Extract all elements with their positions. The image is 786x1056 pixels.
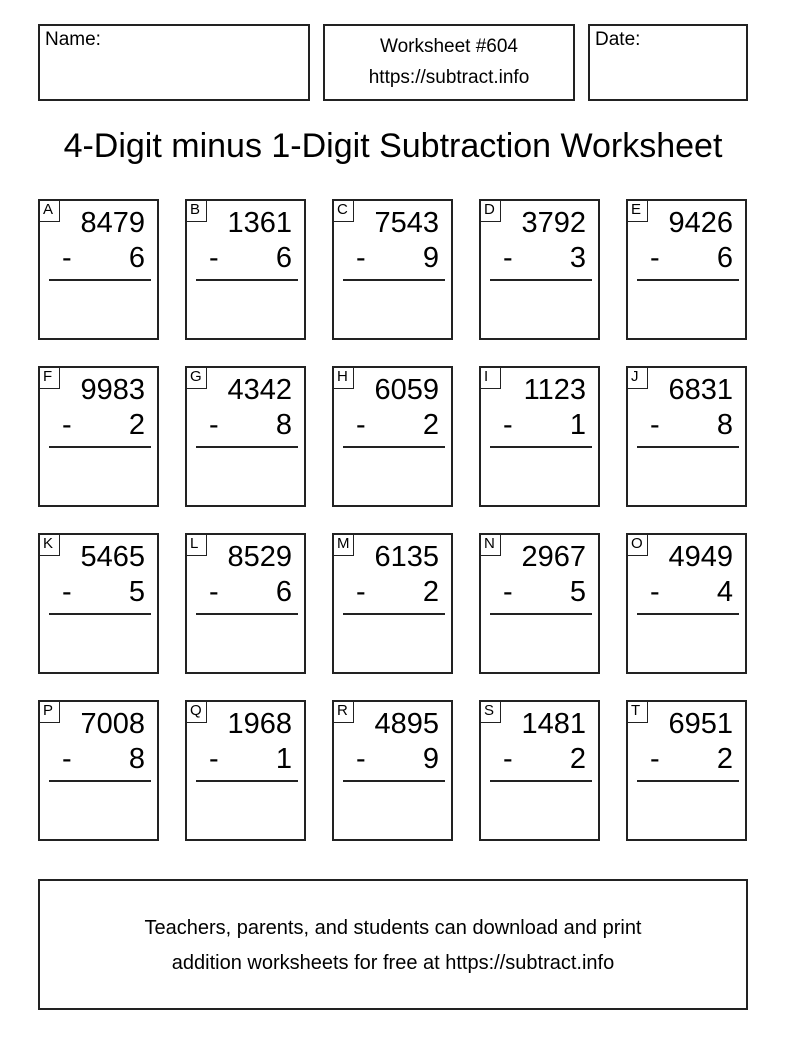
minuend: 6831 (668, 374, 733, 406)
minuend: 9426 (668, 207, 733, 239)
minuend: 3792 (521, 207, 586, 239)
problem-box[interactable] (626, 533, 747, 674)
problem-letter: O (627, 534, 648, 556)
problem-letter: H (333, 367, 354, 389)
subtrahend: 9 (422, 743, 439, 775)
subtrahend: 6 (275, 576, 292, 608)
minuend: 6135 (374, 541, 439, 573)
minuend: 4895 (374, 708, 439, 740)
answer-line (49, 279, 151, 281)
problem-letter: A (39, 200, 60, 222)
problem-letter: I (480, 367, 501, 389)
problem-letter: Q (186, 701, 207, 723)
minus-sign: - (503, 743, 513, 775)
minus-sign: - (650, 743, 660, 775)
problem-letter: R (333, 701, 354, 723)
page-title: 4-Digit minus 1-Digit Subtraction Worksheet (63, 127, 723, 165)
minuend: 5465 (80, 541, 145, 573)
minus-sign: - (209, 743, 219, 775)
problem-letter: L (186, 534, 207, 556)
footer-box (38, 879, 748, 1010)
subtrahend: 5 (569, 576, 586, 608)
minus-sign: - (62, 409, 72, 441)
subtrahend: 9 (422, 242, 439, 274)
minuend: 4342 (227, 374, 292, 406)
minus-sign: - (62, 743, 72, 775)
problem-letter: C (333, 200, 354, 222)
minus-sign: - (356, 409, 366, 441)
problem-letter: T (627, 701, 648, 723)
answer-line (343, 446, 445, 448)
minuend: 4949 (668, 541, 733, 573)
subtrahend: 8 (716, 409, 733, 441)
subtrahend: 2 (569, 743, 586, 775)
name-label: Name: (45, 29, 101, 50)
answer-line (343, 279, 445, 281)
worksheet-number: Worksheet #604 (379, 36, 518, 57)
worksheet-url: https://subtract.info (368, 67, 530, 88)
problem-box[interactable] (185, 533, 306, 674)
subtrahend: 2 (716, 743, 733, 775)
answer-line (196, 279, 298, 281)
minuend: 1361 (227, 207, 292, 239)
minus-sign: - (356, 242, 366, 274)
problem-letter: G (186, 367, 207, 389)
answer-line (196, 613, 298, 615)
minus-sign: - (62, 576, 72, 608)
minus-sign: - (209, 409, 219, 441)
problem-box[interactable] (38, 700, 159, 841)
date-label: Date: (595, 29, 641, 50)
minus-sign: - (650, 242, 660, 274)
minus-sign: - (209, 576, 219, 608)
footer-line-1: Teachers, parents, and students can download and print (144, 917, 642, 939)
answer-line (490, 279, 592, 281)
minus-sign: - (503, 576, 513, 608)
subtrahend: 1 (569, 409, 586, 441)
minuend: 7543 (374, 207, 439, 239)
name-field[interactable] (38, 24, 310, 101)
problem-box[interactable] (626, 366, 747, 507)
answer-line (49, 446, 151, 448)
problem-box[interactable] (38, 199, 159, 340)
minus-sign: - (650, 409, 660, 441)
minuend: 1481 (521, 708, 586, 740)
subtrahend: 8 (275, 409, 292, 441)
problem-letter: B (186, 200, 207, 222)
answer-line (637, 446, 739, 448)
subtrahend: 5 (128, 576, 145, 608)
minuend: 6059 (374, 374, 439, 406)
problem-box[interactable] (185, 366, 306, 507)
problem-letter: F (39, 367, 60, 389)
problem-box[interactable] (38, 366, 159, 507)
minus-sign: - (62, 242, 72, 274)
subtrahend: 8 (128, 743, 145, 775)
problem-box[interactable] (479, 533, 600, 674)
minuend: 2967 (521, 541, 586, 573)
answer-line (637, 780, 739, 782)
problem-letter: D (480, 200, 501, 222)
problem-box[interactable] (479, 700, 600, 841)
minus-sign: - (356, 576, 366, 608)
minuend: 9983 (80, 374, 145, 406)
minuend: 6951 (668, 708, 733, 740)
answer-line (196, 446, 298, 448)
subtrahend: 4 (716, 576, 733, 608)
subtrahend: 3 (569, 242, 586, 274)
problem-letter: E (627, 200, 648, 222)
minus-sign: - (209, 242, 219, 274)
subtrahend: 2 (422, 409, 439, 441)
subtrahend: 2 (422, 576, 439, 608)
worksheet-info-box (323, 24, 575, 101)
footer-line-2: addition worksheets for free at https://subtract.info (171, 952, 615, 974)
answer-line (490, 446, 592, 448)
problem-box[interactable] (185, 199, 306, 340)
answer-line (637, 279, 739, 281)
problem-box[interactable] (626, 700, 747, 841)
problem-box[interactable] (479, 366, 600, 507)
subtrahend: 6 (128, 242, 145, 274)
subtrahend: 2 (128, 409, 145, 441)
problem-box[interactable] (185, 700, 306, 841)
answer-line (343, 613, 445, 615)
date-field[interactable] (588, 24, 748, 101)
problem-letter: M (333, 534, 354, 556)
minuend: 7008 (80, 708, 145, 740)
subtrahend: 1 (275, 743, 292, 775)
answer-line (196, 780, 298, 782)
minus-sign: - (503, 409, 513, 441)
answer-line (490, 780, 592, 782)
minuend: 1123 (523, 374, 586, 406)
problem-letter: P (39, 701, 60, 723)
problem-letter: N (480, 534, 501, 556)
answer-line (490, 613, 592, 615)
problem-box[interactable] (38, 533, 159, 674)
minuend: 8529 (227, 541, 292, 573)
minus-sign: - (356, 743, 366, 775)
problem-box[interactable] (332, 366, 453, 507)
answer-line (49, 780, 151, 782)
minuend: 8479 (80, 207, 145, 239)
problem-box[interactable] (332, 199, 453, 340)
minuend: 1968 (227, 708, 292, 740)
problem-box[interactable] (479, 199, 600, 340)
minus-sign: - (650, 576, 660, 608)
subtrahend: 6 (275, 242, 292, 274)
answer-line (637, 613, 739, 615)
answer-line (49, 613, 151, 615)
problem-letter: K (39, 534, 60, 556)
problem-box[interactable] (626, 199, 747, 340)
subtrahend: 6 (716, 242, 733, 274)
problem-letter: S (480, 701, 501, 723)
minus-sign: - (503, 242, 513, 274)
problem-box[interactable] (332, 700, 453, 841)
problem-box[interactable] (332, 533, 453, 674)
problem-letter: J (627, 367, 648, 389)
answer-line (343, 780, 445, 782)
